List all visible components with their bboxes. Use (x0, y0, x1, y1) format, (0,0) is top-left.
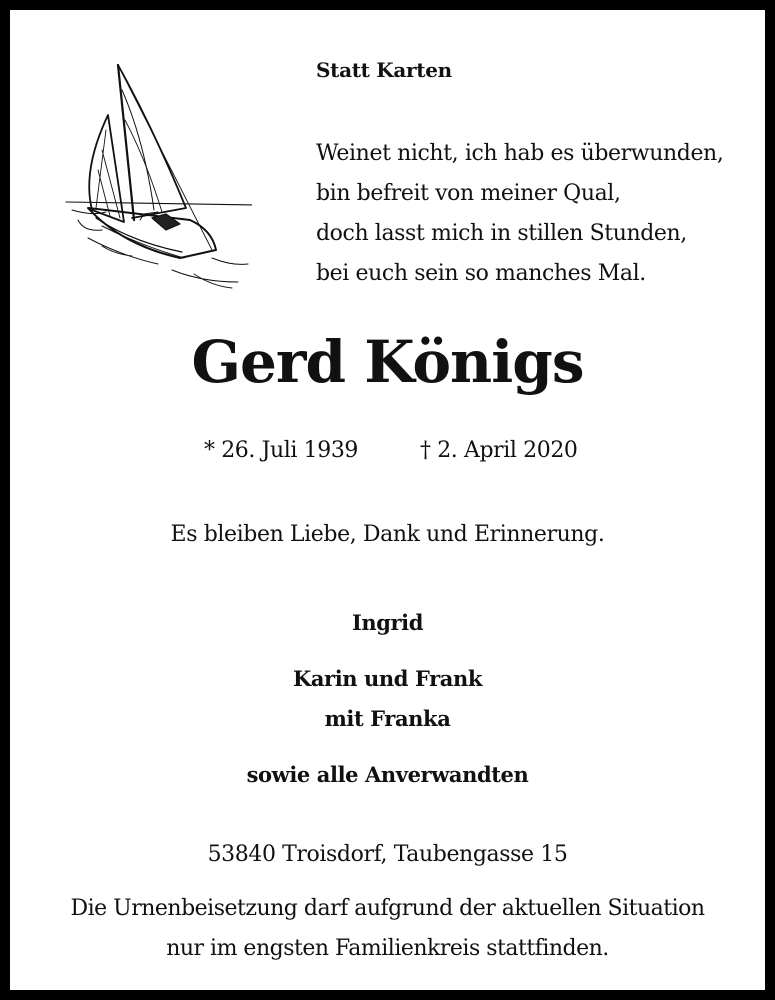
burial-note-line: Die Urnenbeisetzung darf aufgrund der aktuellen Situation (70, 896, 705, 921)
birth-date: * 26. Juli 1939 (204, 438, 359, 463)
poem (316, 134, 723, 294)
poem-line: doch lasst mich in stillen Stunden, (316, 221, 687, 246)
address: 53840 Troisdorf, Taubengasse 15 (207, 842, 568, 867)
death-date: † 2. April 2020 (420, 438, 578, 463)
motto: Es bleiben Liebe, Dank und Erinnerung. (170, 522, 605, 547)
family-member: Ingrid (351, 610, 424, 635)
header-statt-karten: Statt Karten (316, 58, 452, 82)
family-member: sowie alle Anverwandten (246, 762, 529, 787)
burial-note-line: nur im engsten Familienkreis stattfinden. (166, 936, 609, 961)
family-member: Karin und Frank (292, 666, 483, 691)
poem-line: Weinet nicht, ich hab es überwunden, (316, 141, 724, 166)
deceased-name: Gerd Königs (191, 328, 584, 396)
poem-line: bin befreit von meiner Qual, (316, 181, 621, 206)
sailboat-icon (62, 60, 252, 290)
family-member: mit Franka (324, 706, 451, 731)
poem-line: bei euch sein so manches Mal. (316, 261, 646, 286)
